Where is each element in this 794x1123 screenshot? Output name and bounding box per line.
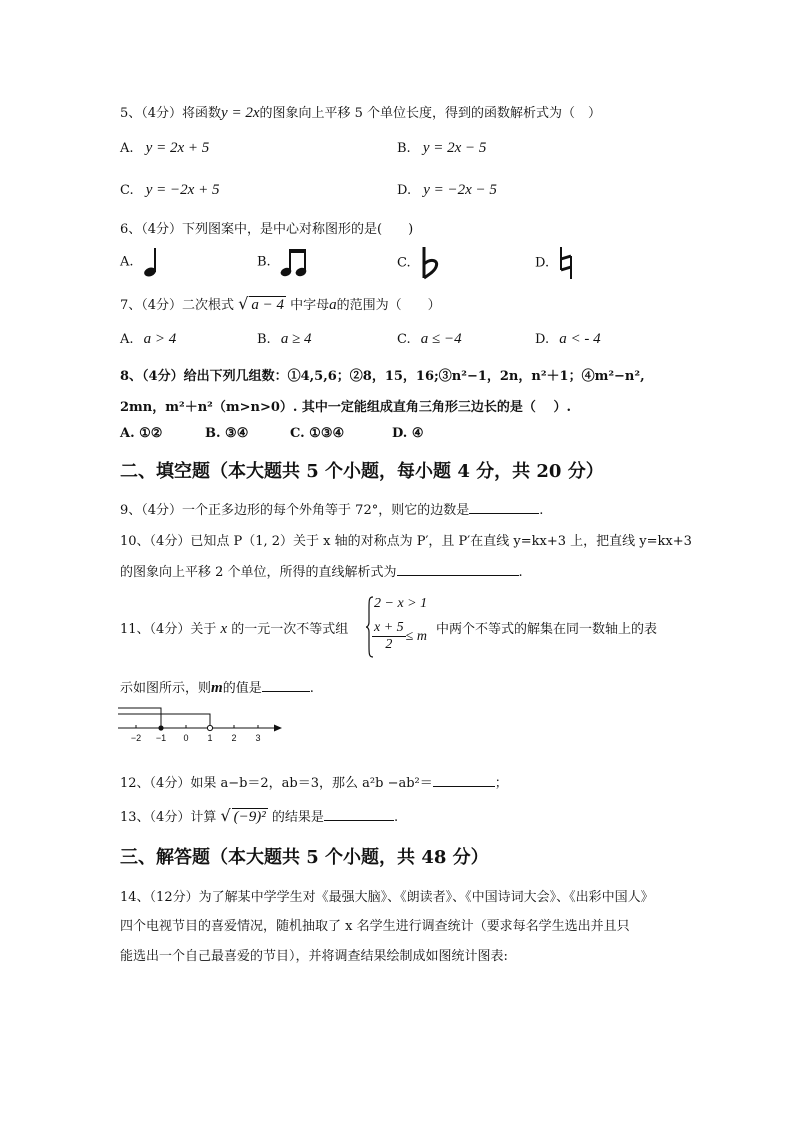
q10-line-2 [120, 561, 523, 580]
natural-sign-icon [557, 246, 575, 280]
q8-option-b[interactable]: B. ③④ [205, 426, 249, 441]
q6-option-b-label: B. [257, 254, 271, 270]
q6-option-a[interactable] [120, 246, 162, 278]
q11-stem-left [120, 618, 348, 638]
q13-radicand: (−9)² [233, 809, 266, 825]
q5-stem-a: 5、（4分）将函数 [120, 106, 222, 121]
quarter-note-icon [142, 246, 162, 278]
q13-stem [120, 806, 398, 826]
section-3-heading: 三、解答题（本大题共 5 个小题，共 48 分） [120, 847, 489, 868]
q8-option-a[interactable]: A. ①② [120, 426, 163, 441]
q14-line-1: 14、（12分）为了解某中学学生对《最强大脑》、《朗读者》、《中国诗词大会》、《出彩中国人》 [120, 890, 654, 905]
q5-option-d-text: y = −2x − 5 [423, 182, 497, 198]
q10-answer-blank[interactable] [397, 563, 519, 576]
open-point [207, 725, 212, 730]
q7-option-b-label: B. [257, 332, 271, 347]
q12-stem [120, 772, 508, 791]
beamed-eighth-notes-icon [279, 246, 309, 278]
q6-option-d[interactable] [535, 246, 575, 280]
q11-inequality-1: 2 − x > 1 [374, 596, 428, 611]
q7-radicand: a − 4 [251, 297, 285, 313]
q7-option-c[interactable] [397, 331, 462, 348]
q11-stem-b: 的一元一次不等式组 [231, 622, 349, 637]
q11-line-2-b: 的值是 [222, 681, 262, 696]
section-2-heading: 二、填空题（本大题共 5 个小题，每小题 4 分，共 20 分） [120, 461, 604, 482]
q14-line-2: 四个电视节目的喜爱情况，随机抽取了 x 名学生进行调查统计（要求每名学生选出并且只 [120, 919, 630, 934]
q9-answer-blank[interactable] [469, 501, 539, 514]
q7-stem [120, 294, 441, 314]
q5-function: y = 2x [221, 105, 260, 121]
q13-end: . [393, 810, 399, 825]
q11-line-2-var: m [211, 680, 223, 696]
q13-stem-a: 13、（4分）计算 [120, 810, 217, 825]
tick-label-0: 0 [183, 733, 189, 743]
q6-option-c-label: C. [397, 255, 411, 271]
q7-option-d-label: D. [535, 332, 550, 347]
q11-line-2-a: 示如图所示，则 [120, 681, 212, 696]
solution-ray-left [118, 708, 161, 728]
q11-var: x [220, 621, 228, 637]
q5-option-c-label: C. [120, 183, 134, 198]
q11-inequality-2-tail: ≤ m [405, 629, 427, 644]
q7-option-c-label: C. [397, 332, 411, 347]
q8-option-d[interactable]: D. ④ [392, 426, 424, 441]
q5-stem [120, 102, 601, 122]
q12-text: 12、（4分）如果 a−b＝2，ab＝3，那么 a²b −ab²＝ [120, 776, 433, 791]
q11-inequality-system [366, 596, 436, 658]
q5-option-b-text: y = 2x − 5 [422, 140, 487, 156]
tick-label-neg1: −1 [155, 733, 167, 743]
flat-sign-icon [419, 246, 441, 280]
q9-end: . [539, 503, 544, 518]
q7-stem-c: 的范围为（ ） [336, 298, 441, 313]
q7-option-a-label: A. [120, 332, 134, 347]
q11-fraction-numerator: x + 5 [374, 620, 404, 635]
q5-option-b[interactable] [397, 140, 486, 157]
tick-label-1: 1 [207, 733, 213, 743]
q6-option-d-label: D. [535, 255, 550, 271]
q5-option-d[interactable] [397, 182, 497, 199]
tick-label-neg2: −2 [130, 733, 142, 743]
radical-sign-icon: √ [220, 806, 231, 825]
q13-answer-blank[interactable] [324, 808, 394, 821]
q5-option-c-text: y = −2x + 5 [145, 182, 220, 198]
q11-number-line [118, 704, 288, 744]
q10-end: . [518, 565, 523, 580]
tick-label-2: 2 [231, 733, 237, 743]
q7-option-a-text: a > 4 [143, 331, 177, 347]
q12-answer-blank[interactable] [433, 774, 495, 787]
q11-line-2 [120, 677, 314, 697]
q7-option-a[interactable] [120, 331, 176, 348]
q5-option-d-label: D. [397, 183, 412, 198]
radical-sign-icon: √ [238, 294, 249, 313]
q6-option-a-label: A. [120, 254, 134, 270]
q7-stem-b: 中字母 [290, 298, 330, 313]
q6-option-b[interactable] [257, 246, 309, 278]
solid-point [158, 725, 163, 730]
solution-ray-right [118, 714, 210, 728]
q5-option-a[interactable] [120, 140, 209, 157]
q11-stem-right: 中两个不等式的解集在同一数轴上的表 [436, 622, 658, 637]
q9-stem [120, 499, 543, 518]
q11-answer-blank[interactable] [262, 679, 310, 692]
q5-option-a-text: y = 2x + 5 [145, 140, 210, 156]
q5-option-a-label: A. [120, 141, 134, 156]
q14-line-3: 能选出一个自己最喜爱的节目），并将调查结果绘制成如图统计图表: [120, 949, 508, 964]
q5-stem-b: 的图象向上平移 5 个单位长度，得到的函数解析式为（ ） [259, 106, 602, 121]
q6-stem: 6、（4分）下列图案中，是中心对称图形的是( ) [120, 222, 414, 237]
q7-option-c-text: a ≤ −4 [420, 331, 462, 347]
q7-option-b-text: a ≥ 4 [280, 331, 312, 347]
q7-option-b[interactable] [257, 331, 312, 348]
q9-text: 9、（4分）一个正多边形的每个外角等于 72°，则它的边数是 [120, 503, 470, 518]
q8-line-1: 8、（4分）给出下列几组数：①4,5,6；②8，15，16;③n²−1，2n，n²＋1；④m²−n², [120, 369, 645, 384]
q7-option-d-text: a < - 4 [559, 331, 601, 347]
q6-option-c[interactable] [397, 246, 441, 280]
q11-inequality-2 [372, 620, 427, 653]
q11-end: . [309, 681, 314, 696]
q8-option-c[interactable]: C. ①③④ [290, 426, 345, 441]
q8-line-2: 2mn，m²＋n²（m>n>0）. 其中一定能组成直角三角形三边长的是（ ）. [120, 400, 571, 415]
q7-option-d[interactable] [535, 331, 601, 348]
q12-end: ； [494, 776, 508, 791]
arrow-icon [274, 725, 282, 732]
q13-stem-b: 的结果是 [271, 810, 324, 825]
tick-label-3: 3 [255, 733, 261, 743]
q10-line-1: 10、（4分）已知点 P（1, 2）关于 x 轴的对称点为 P′，且 P′在直线 y=kx+3 上，把直线 y=kx+3 [120, 534, 692, 549]
q7-stem-a: 7、（4分）二次根式 [120, 298, 235, 313]
q5-option-c[interactable] [120, 182, 219, 199]
q7-letter: a [329, 297, 337, 313]
q11-fraction [372, 620, 406, 653]
q11-fraction-denominator: 2 [385, 637, 393, 652]
q5-option-b-label: B. [397, 141, 411, 156]
q11-stem-a: 11、（4分）关于 [120, 622, 217, 637]
q10-line-2-text: 的图象向上平移 2 个单位，所得的直线解析式为 [120, 565, 397, 580]
